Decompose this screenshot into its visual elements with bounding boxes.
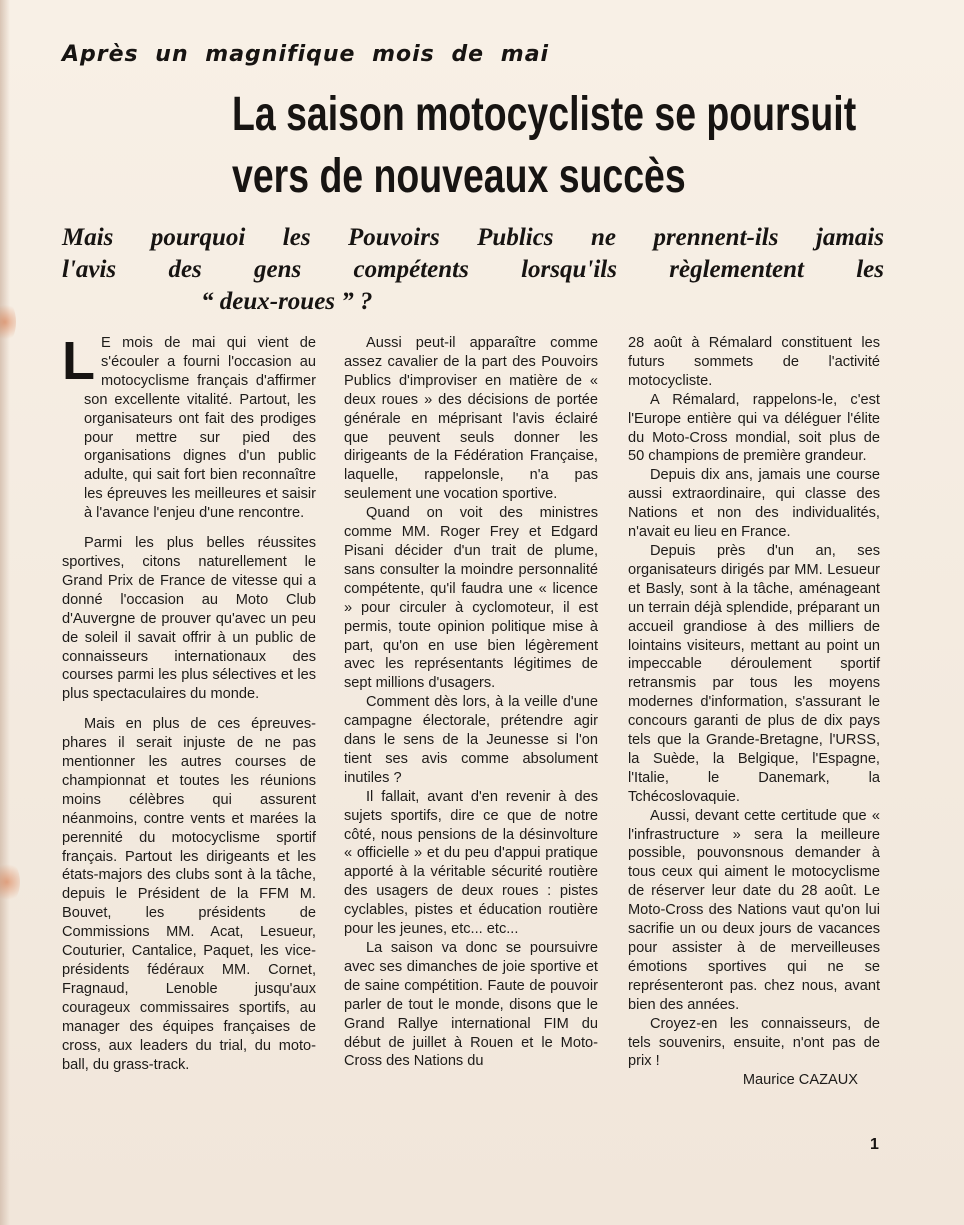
paragraph: Parmi les plus belles réussites sportives, citons naturellement le Grand Prix de France de vitesse qui a donné l'occasion au Moto Club d'Auvergne de prouver qu'avec un peu de soleil il savait offrir à un public de connaisseurs internationaux des courses parmi les plus sélectives et les plus spectaculaires du monde.: [62, 535, 316, 703]
paragraph: Aussi peut-il apparaître comme assez cavalier de la part des Pouvoirs Publics d'improviser en matière de « deux roues » des décisions de portée générale en méprisant l'avis éclairé que peuvent seuls donner les dirigeants de la Fédération Française, laquelle, rappelonsle, n'a pas seulement une vocation sportive.: [344, 335, 598, 503]
paragraph: 28 août à Rémalard constituent les futurs sommets de l'activité motocycliste.: [628, 335, 880, 389]
page-edge-shadow: [0, 0, 10, 1225]
article-headline: [232, 84, 892, 208]
paragraph: Il fallait, avant d'en revenir à des sujets sportifs, dire ce que de notre côté, nous pensions de la désinvolture « officielle » et du peu d'appui pratique apporté à la véritable sécurité routière des usagers de deux roues : pistes cyclables, pistes et éducation routière pour les jeunes, etc... etc...: [344, 788, 598, 938]
article-column-2: [344, 334, 598, 1071]
paragraph: Aussi, devant cette certitude que « l'infrastructure » sera la meilleure possible, pouvonsnous demander à tous ceux qui aiment le motocyclisme de réserver leur date du 28 août. Le Moto-Cross des Nations vaut qu'on lui sacrifie un ou deux jours de vacances pour assister à de merveilleuses émotions sportives qui ne se représenteront pas. chez nous, avant bien des années.: [628, 807, 880, 1013]
article-column-1: [62, 331, 316, 1074]
paper-stain: [0, 300, 16, 344]
article-kicker: Après un magnifique mois de mai: [62, 42, 550, 67]
drop-cap: L: [62, 331, 95, 391]
paragraph: Mais en plus de ces épreuves-phares il serait injuste de ne pas mentionner les autres courses de championnat et toutes les réunions moins célèbres qui assurent néanmoins, contre vents et marées la perennité du motocyclisme sportif français. Partout les dirigeants et les états-majors des clubs sont à la tâche, depuis le Président de la FFM M. Bouvet, les présidents de Commissions MM. Acat, Lesueur, Couturier, Cantalice, Paquet, les vice-présidents fédéraux MM. Cornet, Fragnaud, Lenoble jusqu'aux courageux commissaires sportifs, au manager des équipes françaises de cross, aux leaders du trial, du moto-ball, du grass-track.: [62, 716, 316, 1073]
author-signature: Maurice CAZAUX: [742, 1072, 858, 1089]
paragraph: Depuis dix ans, jamais une course aussi extraordinaire, qui classe des Nations et non des individualités, n'avait eu lieu en France.: [628, 467, 880, 541]
paper-stain: [0, 860, 20, 904]
paragraph: Depuis près d'un an, ses organisateurs dirigés par MM. Lesueur et Basly, sont à la tâche, aménageant un terrain déjà splendide, préparant un accueil grandiose à des milliers de lointains visiteurs, mettant au point un impeccable déroulement sportif retransmis par tous les moyens modernes d'information, s'assurant le concours garanti de plus de dix pays tels que la Grande-Bretagne, l'URSS, la Suède, la Belgique, l'Espagne, l'Italie, le Danemark, la Tchécoslovaquie.: [628, 542, 880, 805]
dek-line-2: l'avis des gens compétents lorsqu'ils règlementent les: [62, 256, 884, 283]
dek-line-1: Mais pourquoi les Pouvoirs Publics ne prennent-ils jamais: [62, 224, 884, 251]
paragraph: L E mois de mai qui vient de s'écouler a fourni l'occasion au motocyclisme français d'affirmer son excellente vitalité. Partout, les organisateurs ont fait des prodiges pour mettre sur pied des organisations dignes d'un public adulte, qui sait fort bien reconnaître les épreuves les meilleures et saisir à l'avance l'enjeu d'une rencontre.: [62, 331, 316, 522]
paragraph: La saison va donc se poursuivre avec ses dimanches de joie sportive et de saine compétition. Faute de pouvoir parler de tout le monde, disons que le Grand Rallye international FIM du début de juillet à Rouen et le Moto-Cross des Nations du: [344, 940, 598, 1070]
headline-line-2: vers de nouveaux succès: [232, 150, 686, 203]
headline-line-1: La saison motocycliste se poursuit: [232, 88, 857, 141]
paragraph: Quand on voit des ministres comme MM. Roger Frey et Edgard Pisani décider d'un trait de plume, sans consulter la moindre personnalité compétente, qu'il faudra une « licence » pour circuler à cyclomoteur, il est permis, toute opinion politique mise à part, qu'on en use bien légèrement avec les représentants légitimes de sept millions d'usagers.: [344, 505, 598, 692]
paragraph: Croyez-en les connaisseurs, de tels souvenirs, ensuite, n'ont pas de prix !: [628, 1015, 880, 1070]
article-dek: [62, 222, 884, 318]
paragraph: A Rémalard, rappelons-le, c'est l'Europe entière qui va déléguer l'élite du Moto-Cross mondial, soit plus de 50 champions de première grandeur.: [628, 391, 880, 465]
article-column-3: [628, 334, 880, 1090]
paragraph: Comment dès lors, à la veille d'une campagne électorale, prétendre agir dans le sens de la Jeunesse si l'on tient ses avis comme absolument inutiles ?: [344, 694, 598, 786]
page-number: 1: [870, 1136, 879, 1153]
dek-line-3: “ deux-roues ” ?: [201, 288, 373, 315]
